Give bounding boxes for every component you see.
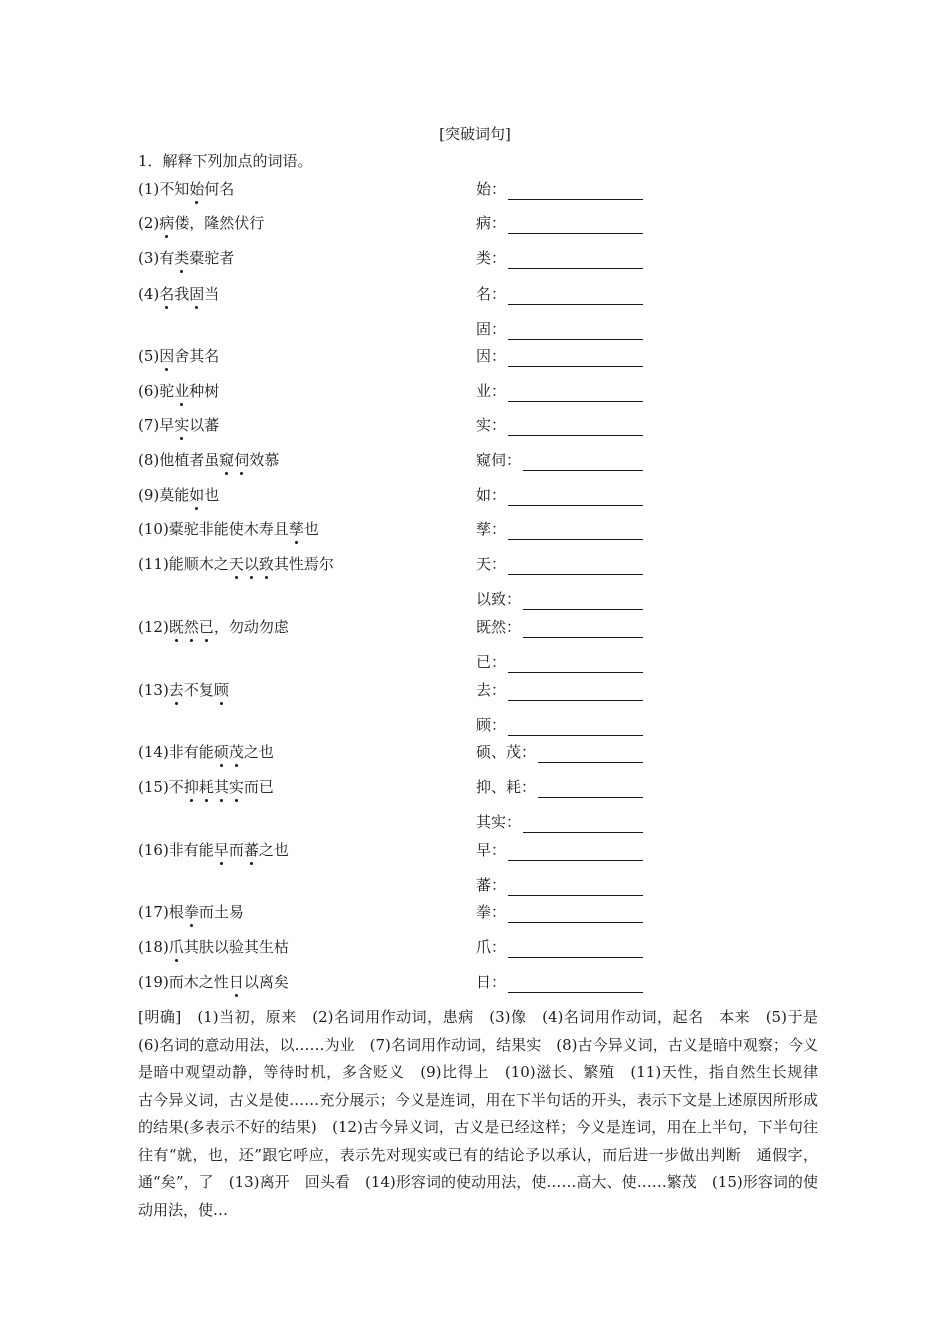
item-number: (10) [138, 520, 169, 538]
answer-field [476, 283, 643, 305]
exercise-instruction: 1．解释下列加点的词语。 [138, 152, 313, 170]
exercise-sentence [138, 449, 279, 471]
item-number: (3) [138, 249, 160, 267]
sentence-text: 效慕 [249, 451, 280, 469]
answer-blank[interactable] [508, 252, 643, 269]
answer-field [476, 449, 643, 471]
sentence-text: 而已 [243, 778, 274, 796]
dotted-word: 早 [213, 841, 229, 859]
answer-blank[interactable] [508, 879, 643, 896]
answer-label: 业： [476, 382, 507, 400]
sentence-text: 也 [303, 520, 319, 538]
sentence-text: 橐驼非能使木寿且 [168, 520, 289, 538]
sentence-text: 非有能 [168, 841, 214, 859]
dotted-word: 孳 [288, 520, 304, 538]
answer-blank[interactable] [508, 656, 643, 673]
exercise-sentence [138, 553, 334, 575]
sentence-text: 我 [174, 285, 190, 303]
exercise-sentence [138, 178, 234, 200]
answer-field [476, 874, 643, 896]
dotted-word: 其实 [213, 778, 244, 796]
dotted-word: 顾 [213, 681, 229, 699]
exercise-sentence [138, 380, 219, 402]
exercise-sentence [138, 839, 289, 861]
answer-field [476, 901, 643, 923]
exercise-row [138, 741, 658, 763]
answer-field [476, 484, 643, 506]
answer-field [476, 380, 643, 402]
answer-blank[interactable] [508, 719, 643, 736]
section-title: [突破词句] [439, 125, 511, 143]
answer-field [476, 741, 643, 763]
item-number: (19) [138, 973, 169, 991]
answer-blank[interactable] [508, 183, 643, 200]
answer-blank[interactable] [508, 558, 643, 575]
exercise-row [138, 553, 658, 575]
answer-label: 名： [476, 285, 507, 303]
exercise-row [138, 811, 658, 833]
exercise-sentence [138, 971, 289, 993]
sentence-text: 而土易 [198, 903, 244, 921]
answer-blank[interactable] [523, 621, 643, 638]
answer-label: 硕、茂： [476, 743, 537, 761]
answer-field [476, 839, 643, 861]
dotted-word: 病 [159, 214, 175, 232]
answer-blank[interactable] [508, 419, 643, 436]
exercise-row [138, 588, 658, 610]
answer-blank[interactable] [508, 385, 643, 402]
sentence-text: 不 [168, 778, 184, 796]
exercise-row [138, 874, 658, 896]
dotted-word: 固 [189, 285, 205, 303]
item-number: (17) [138, 903, 169, 921]
dotted-word: 始 [189, 180, 205, 198]
answer-blank[interactable] [538, 746, 643, 763]
dotted-word: 类 [174, 249, 190, 267]
exercise-row [138, 178, 658, 200]
dotted-word: 既然 [168, 618, 199, 636]
answer-field [476, 776, 643, 798]
dotted-word: 去 [168, 681, 184, 699]
exercise-row [138, 971, 658, 993]
dotted-word: 日 [228, 973, 244, 991]
dotted-word: 窥伺 [219, 451, 250, 469]
exercise-sentence [138, 345, 219, 367]
dotted-word: 如 [189, 486, 205, 504]
answer-label: 固： [476, 320, 507, 338]
exercise-row [138, 380, 658, 402]
sentence-text: 之也 [243, 743, 274, 761]
answer-label: 拳： [476, 903, 507, 921]
answer-blank[interactable] [508, 288, 643, 305]
answer-blank[interactable] [508, 323, 643, 340]
sentence-text: 不知 [159, 180, 190, 198]
answer-field [476, 318, 643, 340]
dotted-word: 因 [159, 347, 175, 365]
item-number: (18) [138, 938, 169, 956]
answer-label: 孳： [476, 520, 507, 538]
sentence-text: 而 [228, 841, 244, 859]
dotted-word: 以致 [243, 555, 274, 573]
sentence-text: 其性焉尔 [273, 555, 334, 573]
exercise-row [138, 484, 658, 506]
sentence-text: 当 [204, 285, 220, 303]
answer-field [476, 616, 643, 638]
sentence-text: 他植者虽 [159, 451, 220, 469]
item-number: (2) [138, 214, 160, 232]
exercise-row [138, 616, 658, 638]
sentence-text: 何名 [204, 180, 235, 198]
item-number: (6) [138, 382, 160, 400]
answer-label: 天： [476, 555, 507, 573]
dotted-word: 蕃 [243, 841, 259, 859]
dotted-word: 爪 [168, 938, 184, 956]
exercise-row [138, 901, 658, 923]
sentence-text: 有 [159, 249, 175, 267]
exercise-sentence [138, 936, 289, 958]
item-number: (16) [138, 841, 169, 859]
exercise-row [138, 345, 658, 367]
exercise-sentence [138, 776, 274, 798]
exercise-row [138, 414, 658, 436]
item-number: (13) [138, 681, 169, 699]
answer-blank[interactable] [523, 454, 643, 471]
exercise-row [138, 679, 658, 701]
answer-field [476, 518, 643, 540]
answer-label: 爪： [476, 938, 507, 956]
answer-label: 顾： [476, 716, 507, 734]
answer-blank[interactable] [508, 684, 643, 701]
sentence-text: 而木之性 [168, 973, 229, 991]
answer-field [476, 714, 643, 736]
sentence-text: 不复 [183, 681, 214, 699]
exercise-row [138, 936, 658, 958]
answer-label: 蕃： [476, 876, 507, 894]
exercise-row [138, 651, 658, 673]
exercise-sentence [138, 283, 219, 305]
answer-label: 因： [476, 347, 507, 365]
answer-label: 实： [476, 416, 507, 434]
sentence-text: 舍其名 [174, 347, 220, 365]
item-number: (14) [138, 743, 169, 761]
exercise-sentence [138, 679, 229, 701]
dotted-word: 名 [159, 285, 175, 303]
sentence-text: 也 [204, 486, 220, 504]
answer-label: 早： [476, 841, 507, 859]
answer-label: 去： [476, 681, 507, 699]
dotted-word: 天 [228, 555, 244, 573]
sentence-text: 偻，隆然伏行 [174, 214, 265, 232]
sentence-text: 早 [159, 416, 175, 434]
exercise-sentence [138, 901, 244, 923]
answer-field [476, 212, 643, 234]
dotted-word: 拳 [183, 903, 199, 921]
answer-blank[interactable] [508, 906, 643, 923]
item-number: (7) [138, 416, 160, 434]
answer-field [476, 936, 643, 958]
item-number: (11) [138, 555, 169, 573]
answer-paragraph: [明确] (1)当初，原来 (2)名词用作动词，患病 (3)像 (4)名词用作动词，起名 本来 (5)于是 (6)名词的意动用法，以……为业 (7)名词用作动词，结果实 (8)古今异义词，古义是暗中观察；今义是暗中观望动静，等待时机，多含贬义 (9)比得上 (10)滋长、繁殖 (11)天性，指自然生长规律 古今异义词，古义是使……充分展示；今义是连词，用在下半句话的开头，表示下文是上述原因所形成的结果(多表示不好的结果) (12)古今异义词，古义是已经这样；今义是连词，用在上半句，下半句往往有“就，也，还”跟它呼应，表示先对现实或已有的结论予以承认，而后进一步做出判断 通假字，通“矣”，了 (13)离开 回头看 (14)形容词的使动用法，使……高大、使……繁茂 (15)形容词的使动用法，使… [138, 1008, 834, 1219]
item-number: (5) [138, 347, 160, 365]
item-number: (9) [138, 486, 160, 504]
answer-blank[interactable] [508, 523, 643, 540]
sentence-text: 橐驼者 [189, 249, 235, 267]
exercise-sentence [138, 518, 319, 540]
sentence-text: 根 [168, 903, 184, 921]
answer-label: 既然： [476, 618, 522, 636]
item-number: (4) [138, 285, 160, 303]
answer-field [476, 345, 643, 367]
answer-field [476, 971, 643, 993]
exercise-row [138, 449, 658, 471]
sentence-text: 非有能 [168, 743, 214, 761]
exercise-sentence [138, 616, 289, 638]
exercise-row [138, 318, 658, 340]
answer-label: 如： [476, 486, 507, 504]
answer-label: 窥伺： [476, 451, 522, 469]
answer-field [476, 679, 643, 701]
answer-field [476, 588, 643, 610]
exercise-sentence [138, 741, 274, 763]
answer-blank[interactable] [538, 781, 643, 798]
answer-blank[interactable] [508, 844, 643, 861]
answer-blank[interactable] [523, 816, 643, 833]
answer-label: 抑、耗： [476, 778, 537, 796]
item-number: (15) [138, 778, 169, 796]
exercise-sentence [138, 414, 219, 436]
answer-field [476, 553, 643, 575]
answer-field [476, 811, 643, 833]
dotted-word: 实 [174, 416, 190, 434]
dotted-word: 抑耗 [183, 778, 214, 796]
exercise-row [138, 247, 658, 269]
sentence-text: 种树 [189, 382, 220, 400]
sentence-text: ，勿动勿虑 [213, 618, 289, 636]
answer-label: 以致： [476, 590, 522, 608]
answer-blank[interactable] [508, 217, 643, 234]
exercise-sentence [138, 247, 234, 269]
dotted-word: 已 [198, 618, 214, 636]
answer-label: 类： [476, 249, 507, 267]
sentence-text: 驼 [159, 382, 175, 400]
answer-blank[interactable] [508, 941, 643, 958]
answer-field [476, 651, 643, 673]
sentence-text: 之也 [258, 841, 289, 859]
answer-field [476, 414, 643, 436]
exercise-row [138, 212, 658, 234]
answer-field [476, 247, 643, 269]
answer-label: 其实： [476, 813, 522, 831]
answer-field [476, 178, 643, 200]
sentence-text: 其肤以验其生枯 [183, 938, 289, 956]
answer-label: 已： [476, 653, 507, 671]
answer-blank[interactable] [523, 593, 643, 610]
exercise-row [138, 839, 658, 861]
item-number: (12) [138, 618, 169, 636]
exercise-row [138, 518, 658, 540]
answer-blank[interactable] [508, 976, 643, 993]
item-number: (1) [138, 180, 160, 198]
exercise-row [138, 714, 658, 736]
dotted-word: 业 [174, 382, 190, 400]
exercise-sentence [138, 212, 264, 234]
answer-label: 病： [476, 214, 507, 232]
exercise-sentence [138, 484, 219, 506]
answer-label: 始： [476, 180, 507, 198]
sentence-text: 以离矣 [243, 973, 289, 991]
answer-blank[interactable] [508, 350, 643, 367]
answer-blank[interactable] [508, 489, 643, 506]
item-number: (8) [138, 451, 160, 469]
sentence-text: 能顺木之 [168, 555, 229, 573]
exercise-row [138, 283, 658, 305]
exercise-row [138, 776, 658, 798]
dotted-word: 硕茂 [213, 743, 244, 761]
sentence-text: 以蕃 [189, 416, 220, 434]
answer-label: 日： [476, 973, 507, 991]
sentence-text: 莫能 [159, 486, 190, 504]
